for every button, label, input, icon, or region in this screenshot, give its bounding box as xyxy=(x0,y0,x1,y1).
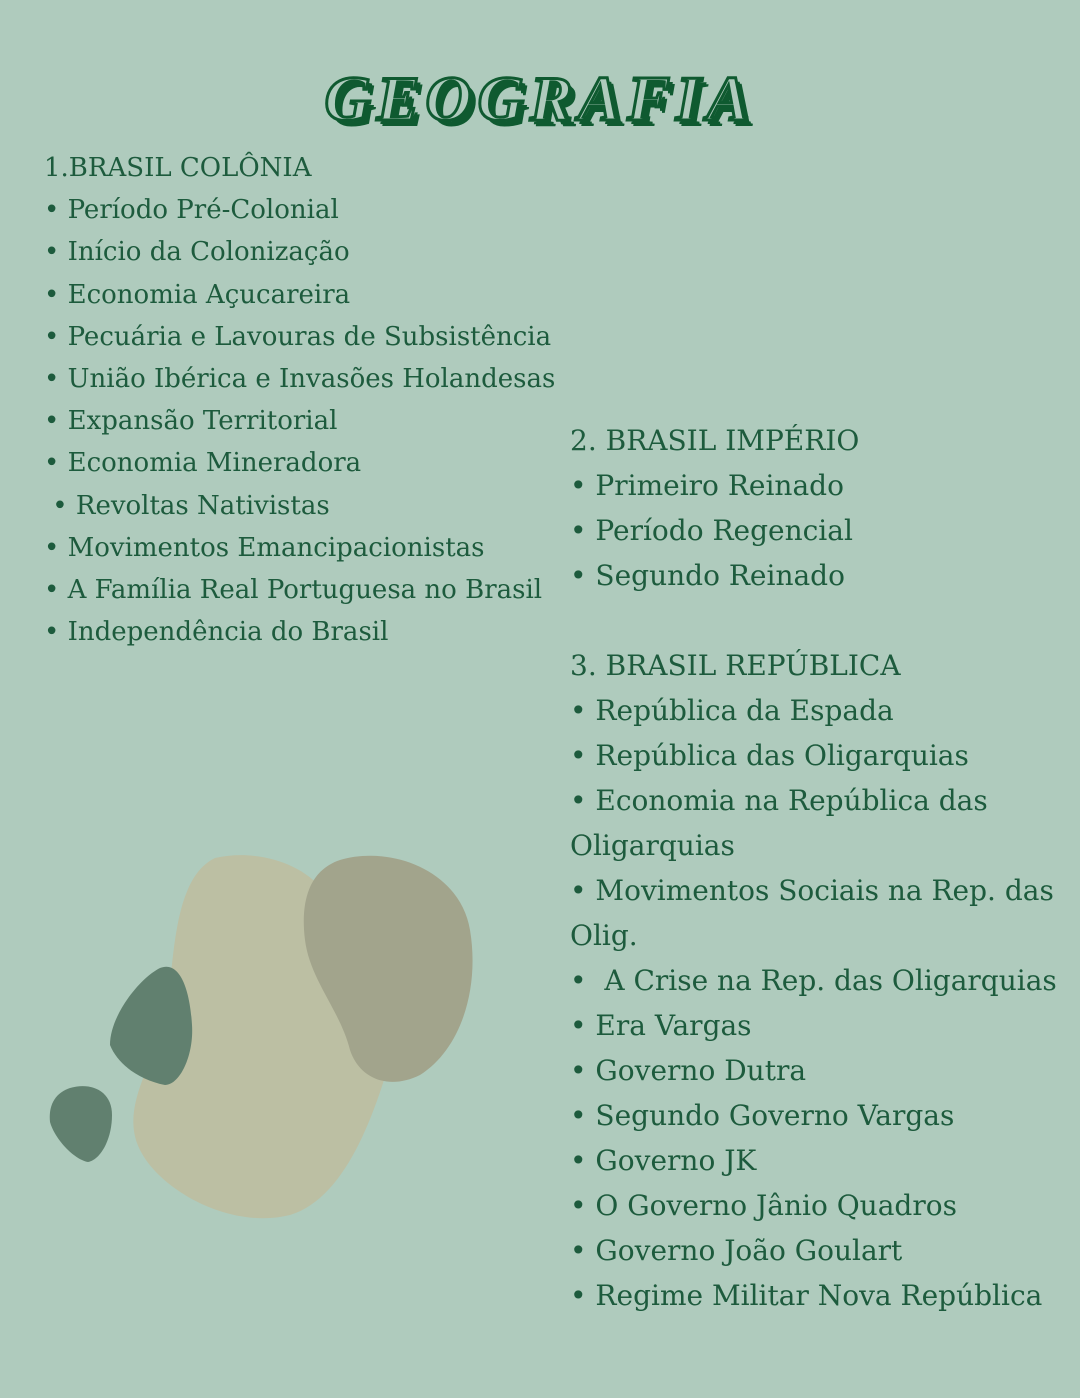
list-item: • A Crise na Rep. das Oligarquias xyxy=(570,964,1057,997)
list-item: • Segundo Governo Vargas xyxy=(570,1099,955,1132)
section-brasil-imperio-republica xyxy=(570,418,1065,1318)
list-item: • Governo Dutra xyxy=(570,1054,807,1087)
list-item: • Governo João Goulart xyxy=(570,1234,903,1267)
list-item: • Economia Açucareira xyxy=(44,279,351,310)
list-item: • Economia Mineradora xyxy=(44,448,362,479)
list-item: • A Família Real Portuguesa no Brasil xyxy=(44,575,543,606)
list-item: • Primeiro Reinado xyxy=(570,469,844,502)
list-item: • Movimentos Sociais na Rep. das Olig. xyxy=(570,874,1054,952)
list-item: • Era Vargas xyxy=(570,1009,752,1042)
list-item: • Economia na República das Oligarquias xyxy=(570,784,988,862)
list-item: • República das Oligarquias xyxy=(570,739,969,772)
list-item: • União Ibérica e Invasões Holandesas xyxy=(44,364,556,395)
list-item: • Pecuária e Lavouras de Subsistência xyxy=(44,321,552,352)
list-item: • Revoltas Nativistas xyxy=(44,490,330,521)
list-item: • Movimentos Emancipacionistas xyxy=(44,532,485,563)
list-item: • Período Pré-Colonial xyxy=(44,195,339,226)
list-item: • Início da Colonização xyxy=(44,237,350,268)
decorative-blobs xyxy=(40,840,490,1230)
list-item: • Período Regencial xyxy=(570,514,853,547)
small-dark-blob xyxy=(50,1086,112,1162)
page-title: GEOGRAFIA xyxy=(324,63,756,134)
section-heading: 1.BRASIL COLÔNIA xyxy=(44,153,312,183)
list-item: • O Governo Jânio Quadros xyxy=(570,1189,957,1222)
list-item: • Regime Militar Nova República xyxy=(570,1279,1043,1312)
list-item: • Independência do Brasil xyxy=(44,617,389,648)
dark-green-blob xyxy=(110,967,192,1085)
list-item: • Expansão Territorial xyxy=(44,406,338,437)
list-item: • República da Espada xyxy=(570,694,894,727)
list-item: • Segundo Reinado xyxy=(570,559,845,592)
section-brasil-colonia xyxy=(44,147,555,653)
section-heading: 2. BRASIL IMPÉRIO xyxy=(570,424,860,457)
section-heading: 3. BRASIL REPÚBLICA xyxy=(570,649,901,682)
list-item: • Governo JK xyxy=(570,1144,757,1177)
